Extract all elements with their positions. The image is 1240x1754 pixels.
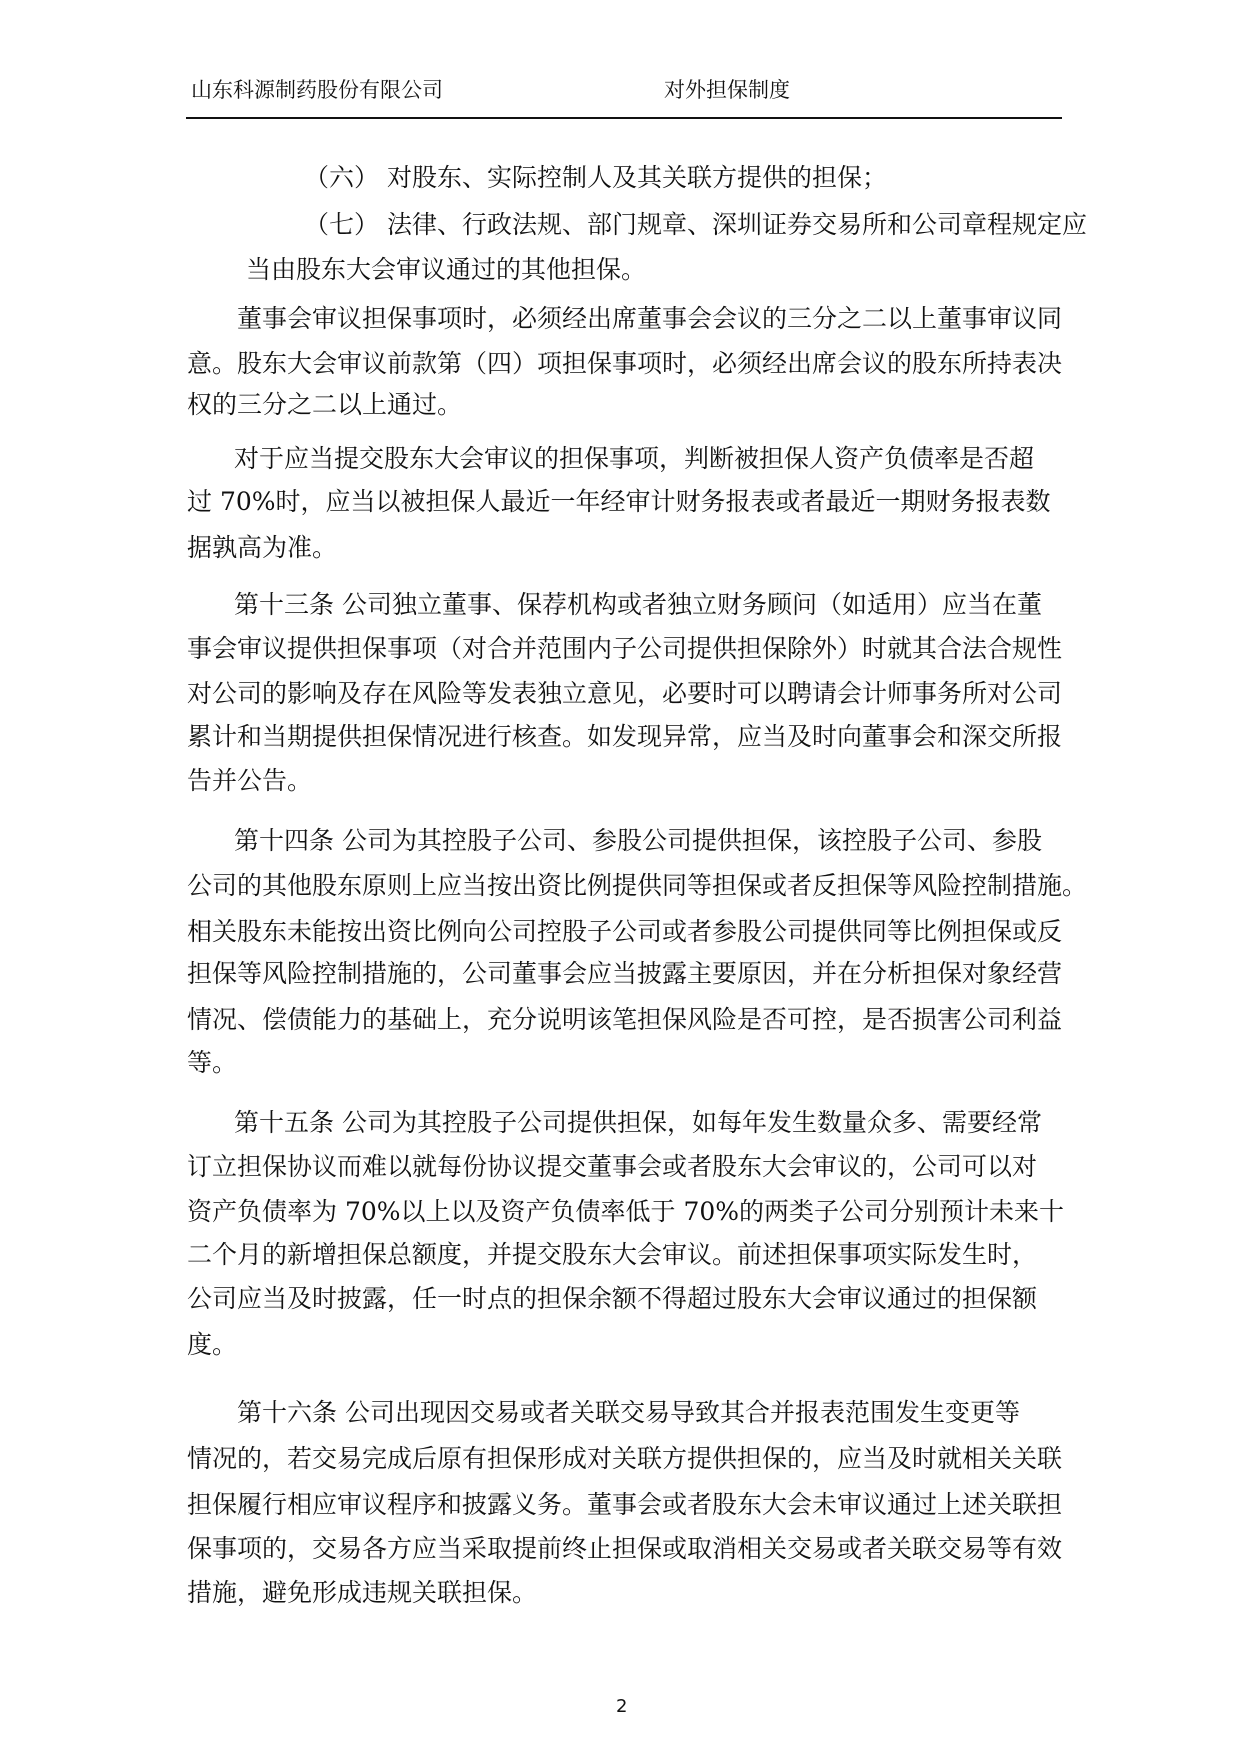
text-line: 担保等风险控制措施的，公司董事会应当披露主要原因，并在分析担保对象经营 bbox=[187, 959, 1063, 988]
text-line: 对公司的影响及存在风险等发表独立意见，必要时可以聘请会计师事务所对公司 bbox=[187, 679, 1063, 708]
text-line: 保事项的，交易各方应当采取提前终止担保或取消相关交易或者关联交易等有效 bbox=[187, 1534, 1063, 1563]
text-line: 公司应当及时披露，任一时点的担保余额不得超过股东大会审议通过的担保额 bbox=[187, 1284, 1038, 1313]
text-line: （七） 法律、行政法规、部门规章、深圳证券交易所和公司章程规定应 bbox=[304, 210, 1087, 239]
text-line: 第十四条 公司为其控股子公司、参股公司提供担保，该控股子公司、参股 bbox=[234, 826, 1042, 855]
text-line: 意。股东大会审议前款第（四）项担保事项时，必须经出席会议的股东所持表决 bbox=[187, 349, 1063, 378]
text-line: 累计和当期提供担保情况进行核查。如发现异常，应当及时向董事会和深交所报 bbox=[187, 722, 1063, 751]
text-line: 等。 bbox=[187, 1048, 238, 1077]
text-line: 对于应当提交股东大会审议的担保事项，判断被担保人资产负债率是否超 bbox=[234, 444, 1035, 473]
text-line: 情况、偿债能力的基础上，充分说明该笔担保风险是否可控，是否损害公司利益 bbox=[187, 1005, 1063, 1034]
text-line: 资产负债率为 70%以上以及资产负债率低于 70%的两类子公司分别预计未来十 bbox=[187, 1197, 1065, 1226]
text-line: 事会审议提供担保事项（对合并范围内子公司提供担保除外）时就其合法合规性 bbox=[187, 634, 1063, 663]
text-line: 董事会审议担保事项时，必须经出席董事会会议的三分之二以上董事审议同 bbox=[237, 304, 1063, 333]
text-line: （六） 对股东、实际控制人及其关联方提供的担保； bbox=[304, 163, 887, 192]
text-line: 权的三分之二以上通过。 bbox=[187, 390, 463, 419]
text-line: 告并公告。 bbox=[187, 766, 313, 795]
text-line: 相关股东未能按出资比例向公司控股子公司或者参股公司提供同等比例担保或反 bbox=[187, 917, 1063, 946]
text-line: 订立担保协议而难以就每份协议提交董事会或者股东大会审议的，公司可以对 bbox=[187, 1152, 1038, 1181]
text-line: 第十六条 公司出现因交易或者关联交易导致其合并报表范围发生变更等 bbox=[237, 1398, 1020, 1427]
header-company-name: 山东科源制药股份有限公司 bbox=[191, 78, 443, 102]
text-line: 第十三条 公司独立董事、保荐机构或者独立财务顾问（如适用）应当在董 bbox=[234, 590, 1042, 619]
text-line: 公司的其他股东原则上应当按出资比例提供同等担保或者反担保等风险控制措施。 bbox=[187, 871, 1088, 900]
text-line: 二个月的新增担保总额度，并提交股东大会审议。前述担保事项实际发生时， bbox=[187, 1240, 1038, 1269]
text-line: 据孰高为准。 bbox=[187, 533, 338, 562]
text-line: 措施，避免形成违规关联担保。 bbox=[187, 1578, 538, 1607]
header-divider bbox=[186, 117, 1062, 119]
text-line: 过 70%时，应当以被担保人最近一年经审计财务报表或者最近一期财务报表数 bbox=[187, 487, 1051, 516]
page-number: 2 bbox=[616, 1696, 628, 1717]
text-line: 担保履行相应审议程序和披露义务。董事会或者股东大会未审议通过上述关联担 bbox=[187, 1490, 1063, 1519]
text-line: 度。 bbox=[187, 1330, 238, 1359]
text-line: 当由股东大会审议通过的其他担保。 bbox=[246, 255, 647, 284]
header-document-title: 对外担保制度 bbox=[664, 78, 790, 102]
text-line: 情况的，若交易完成后原有担保形成对关联方提供担保的，应当及时就相关关联 bbox=[187, 1444, 1063, 1473]
text-line: 第十五条 公司为其控股子公司提供担保，如每年发生数量众多、需要经常 bbox=[234, 1108, 1042, 1137]
